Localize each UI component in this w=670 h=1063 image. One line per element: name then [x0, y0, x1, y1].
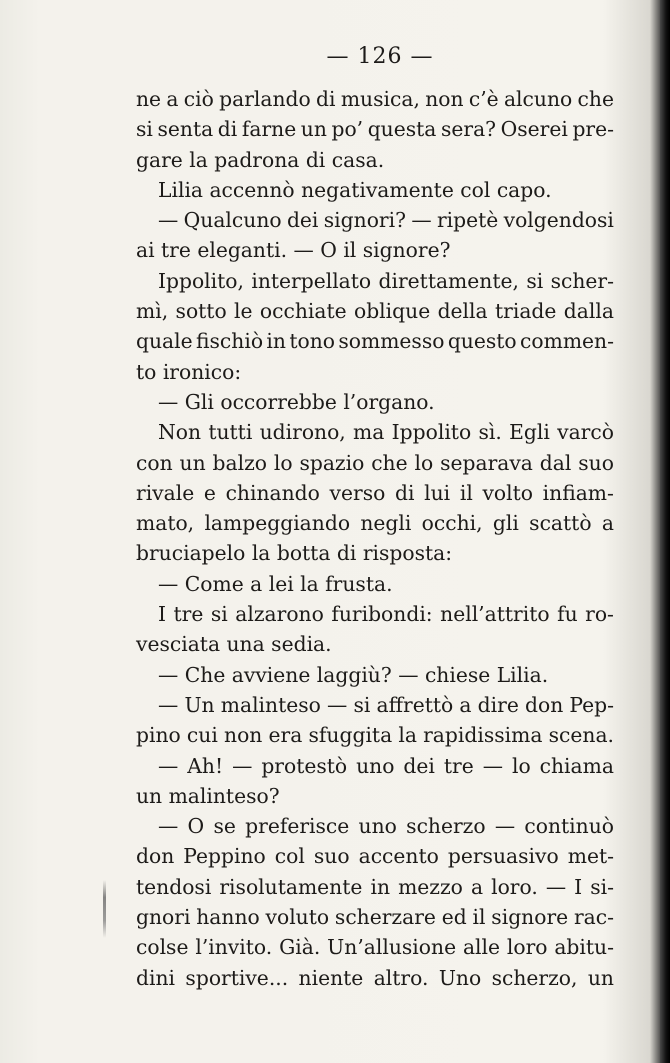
word: occhiate	[259, 299, 347, 324]
word: mato,	[136, 511, 195, 536]
word: botta	[276, 541, 337, 566]
word: sera?	[440, 117, 497, 142]
word: le	[234, 299, 253, 324]
word: hanno	[196, 905, 260, 930]
word: —	[482, 753, 503, 778]
word: che	[577, 87, 614, 111]
word: scattò	[529, 511, 592, 536]
word: occhi,	[421, 511, 483, 536]
word: Un’allusione	[327, 935, 457, 960]
text-line	[136, 841, 614, 871]
word: lei	[268, 571, 301, 596]
word: ro-	[585, 602, 614, 627]
word: Come	[184, 571, 251, 596]
word: —	[545, 874, 567, 899]
word: il	[472, 905, 486, 930]
word: avviene	[231, 662, 317, 687]
word: Peppino	[183, 844, 266, 869]
word: risolutamente	[219, 874, 363, 899]
text-line	[136, 569, 614, 599]
word: Lilia.	[496, 662, 549, 687]
word: scherzo	[406, 814, 486, 839]
word: a	[166, 87, 179, 111]
text-line	[136, 387, 614, 417]
word: negativamente	[301, 177, 461, 202]
word: a	[601, 511, 614, 536]
text-line	[136, 448, 614, 478]
word: Già.	[279, 935, 321, 960]
word: il	[459, 480, 473, 505]
word: uno	[356, 753, 395, 778]
word: scena.	[548, 723, 614, 748]
word: ma	[353, 420, 385, 445]
word: farne	[241, 117, 297, 142]
word: con	[136, 450, 173, 475]
word: —	[293, 238, 321, 263]
word: si-	[590, 874, 614, 899]
word: padrona	[214, 147, 306, 172]
body-text	[136, 84, 614, 993]
word: alle	[462, 935, 501, 960]
text-line	[136, 235, 614, 265]
text-line	[136, 175, 614, 205]
word: lo	[414, 450, 434, 475]
text-line	[136, 538, 614, 568]
word: un	[587, 965, 614, 990]
word: signore?	[362, 238, 451, 263]
word: I	[574, 874, 583, 899]
word: balzo	[212, 450, 267, 475]
word: gare	[136, 147, 190, 172]
word: interpellato	[251, 268, 372, 293]
text-line	[136, 720, 614, 750]
word: —	[494, 814, 516, 839]
page-number: — 126 —	[326, 44, 434, 69]
word: accento	[358, 844, 439, 869]
word: volgendosi	[503, 208, 614, 233]
text-line	[136, 357, 614, 387]
word: —	[158, 662, 185, 687]
word: preferisce	[245, 814, 350, 839]
word: alcuno	[503, 87, 573, 111]
word: rapidissima	[423, 723, 543, 748]
word: tutti	[208, 420, 253, 445]
word: risposta:	[362, 541, 453, 566]
word: nell’attrito	[440, 602, 550, 627]
word: tre	[443, 753, 474, 778]
word: sportive...	[185, 965, 289, 990]
word: un	[179, 450, 206, 475]
word: frusta.	[325, 571, 393, 596]
word: Oserei	[500, 117, 568, 142]
word: don	[525, 692, 564, 717]
word: la	[251, 541, 277, 566]
word: tono	[289, 329, 335, 354]
word: era	[268, 723, 303, 748]
word: dal	[539, 450, 572, 475]
word: chiama	[539, 753, 614, 778]
word: sì.	[478, 420, 502, 445]
word: —	[327, 692, 348, 717]
word: fischiò	[196, 329, 264, 354]
text-line	[136, 114, 614, 144]
word: la	[398, 723, 417, 748]
word: accennò	[209, 177, 302, 202]
word: musica,	[340, 87, 420, 111]
word: vesciata	[136, 632, 227, 657]
word: a	[250, 571, 269, 596]
word: la	[300, 571, 326, 596]
text-line	[136, 872, 614, 902]
text-line	[136, 296, 614, 326]
word: gli	[492, 511, 519, 536]
word: alzarono	[235, 602, 324, 627]
text-line	[136, 963, 614, 993]
word: sotto	[175, 299, 227, 324]
word: —	[158, 692, 179, 717]
text-line	[136, 599, 614, 629]
word: si	[353, 692, 371, 717]
word: in	[370, 874, 391, 899]
text-line	[136, 690, 614, 720]
word: to	[136, 359, 163, 384]
word: ed	[441, 905, 467, 930]
word: un	[300, 117, 327, 142]
word: in	[266, 329, 286, 354]
word: Uno	[438, 965, 482, 990]
text-line	[136, 508, 614, 538]
word: la	[189, 147, 215, 172]
word: di	[305, 147, 332, 172]
word: parlando	[219, 87, 311, 111]
word: don	[136, 844, 175, 869]
text-line	[136, 145, 614, 175]
word: casa.	[331, 147, 385, 172]
word: volto	[482, 480, 533, 505]
word: tendosi	[136, 874, 212, 899]
word: bruciapelo	[136, 541, 252, 566]
word: col	[274, 844, 305, 869]
word: questo	[447, 329, 517, 354]
word: quale	[136, 329, 193, 354]
word: commen-	[520, 329, 614, 354]
text-line	[136, 478, 614, 508]
word: tre	[173, 602, 204, 627]
word: a	[459, 692, 472, 717]
word: affrettò	[376, 692, 454, 717]
word: voluto	[265, 905, 330, 930]
word: capo.	[496, 177, 552, 202]
word: Pep-	[569, 692, 614, 717]
word: O	[320, 238, 344, 263]
word: e	[203, 480, 216, 505]
text-line	[136, 326, 614, 356]
word: ne	[136, 87, 162, 111]
word: varcò	[557, 420, 614, 445]
word: ironico:	[162, 359, 242, 384]
word: mì,	[136, 299, 169, 324]
word: Che	[184, 662, 232, 687]
margin-mark	[103, 880, 106, 938]
word: l’organo.	[343, 389, 435, 414]
word: uno	[358, 814, 397, 839]
word: pre-	[572, 117, 614, 142]
word: direttamente,	[378, 268, 519, 293]
word: Ippolito,	[158, 268, 244, 293]
text-line	[136, 932, 614, 962]
word: il	[343, 238, 363, 263]
word: di	[336, 541, 363, 566]
word: Lilia	[158, 177, 210, 202]
word: si	[526, 268, 544, 293]
word: loro	[506, 935, 548, 960]
word: spazio	[299, 450, 365, 475]
word: rivale	[136, 480, 195, 505]
word: lo	[273, 450, 293, 475]
word: Ah!	[187, 753, 224, 778]
word: infiam-	[542, 480, 614, 505]
word: —	[158, 571, 185, 596]
word: sommesso	[338, 329, 445, 354]
word: dei	[403, 753, 435, 778]
word: una	[226, 632, 272, 657]
word: ripetè	[436, 208, 499, 233]
word: occorrebbe	[220, 389, 344, 414]
word: met-	[567, 844, 614, 869]
word: —	[232, 753, 253, 778]
word: cui	[186, 723, 218, 748]
word: colse	[136, 935, 189, 960]
text-line	[136, 660, 614, 690]
word: pino	[136, 723, 181, 748]
word: abitu-	[554, 935, 614, 960]
word: sedia.	[271, 632, 332, 657]
word: scherzo,	[491, 965, 578, 990]
word: fu	[557, 602, 578, 627]
word: col	[460, 177, 497, 202]
word: dire	[477, 692, 519, 717]
word: della	[437, 299, 488, 324]
text-line	[136, 205, 614, 235]
word: —	[158, 753, 179, 778]
word: questa	[367, 117, 437, 142]
word: dei	[286, 208, 319, 233]
word: —	[398, 662, 425, 687]
text-line	[136, 811, 614, 841]
word: po’	[331, 117, 364, 142]
word: —	[158, 208, 179, 233]
word: signore	[491, 905, 569, 930]
text-line	[136, 417, 614, 447]
text-line	[136, 902, 614, 932]
word: gnori	[136, 905, 191, 930]
word: chiese	[424, 662, 497, 687]
word: separava	[440, 450, 533, 475]
word: —	[411, 208, 432, 233]
word: l’invito.	[195, 935, 273, 960]
word: furibondi:	[331, 602, 433, 627]
word: di	[217, 117, 238, 142]
word: laggiù?	[316, 662, 399, 687]
word: se	[213, 814, 236, 839]
word: loro.	[491, 874, 538, 899]
word: lampeggiando	[204, 511, 351, 536]
word: Non	[158, 420, 202, 445]
word: niente	[298, 965, 364, 990]
word: ai	[136, 238, 162, 263]
word: malinteso	[220, 692, 321, 717]
word: suo	[578, 450, 614, 475]
word: altro.	[373, 965, 429, 990]
word: Egli	[509, 420, 550, 445]
word: —	[158, 389, 185, 414]
word: si	[136, 117, 153, 142]
word: malinteso?	[168, 783, 280, 808]
word: protestò	[261, 753, 348, 778]
word: lui	[424, 480, 451, 505]
word: a	[470, 874, 484, 899]
page-edge-shadow	[660, 0, 670, 1063]
word: dalla	[563, 299, 614, 324]
word: sfuggita	[308, 723, 393, 748]
word: ciò	[183, 87, 214, 111]
word: dini	[136, 965, 176, 990]
word: rac-	[573, 905, 614, 930]
word: lo	[511, 753, 531, 778]
word: eleganti.	[197, 238, 294, 263]
text-line	[136, 84, 614, 114]
word: un	[136, 783, 169, 808]
word: scher-	[550, 268, 614, 293]
word: Gli	[184, 389, 221, 414]
word: si	[210, 602, 228, 627]
word: triade	[494, 299, 557, 324]
word: di	[394, 480, 415, 505]
word: mezzo	[398, 874, 463, 899]
word: di	[316, 87, 336, 111]
word: I	[158, 602, 167, 627]
word: tre	[161, 238, 198, 263]
word: scherzare	[334, 905, 436, 930]
word: che	[371, 450, 408, 475]
word: persuasivo	[447, 844, 559, 869]
word: senta	[157, 117, 214, 142]
word: non	[425, 87, 464, 111]
text-line	[136, 751, 614, 781]
word: non	[224, 723, 263, 748]
word: signori?	[323, 208, 406, 233]
text-line	[136, 781, 614, 811]
word: Un	[184, 692, 215, 717]
word: suo	[313, 844, 350, 869]
word: negli	[360, 511, 412, 536]
word: Ippolito	[391, 420, 472, 445]
word: udirono,	[259, 420, 346, 445]
word: Qualcuno	[183, 208, 282, 233]
word: chinando	[225, 480, 320, 505]
word: —	[158, 814, 179, 839]
word: continuò	[524, 814, 614, 839]
word: oblique	[353, 299, 431, 324]
word: verso	[329, 480, 386, 505]
text-line	[136, 266, 614, 296]
word: c’è	[468, 87, 499, 111]
text-line	[136, 629, 614, 659]
word: O	[187, 814, 205, 839]
